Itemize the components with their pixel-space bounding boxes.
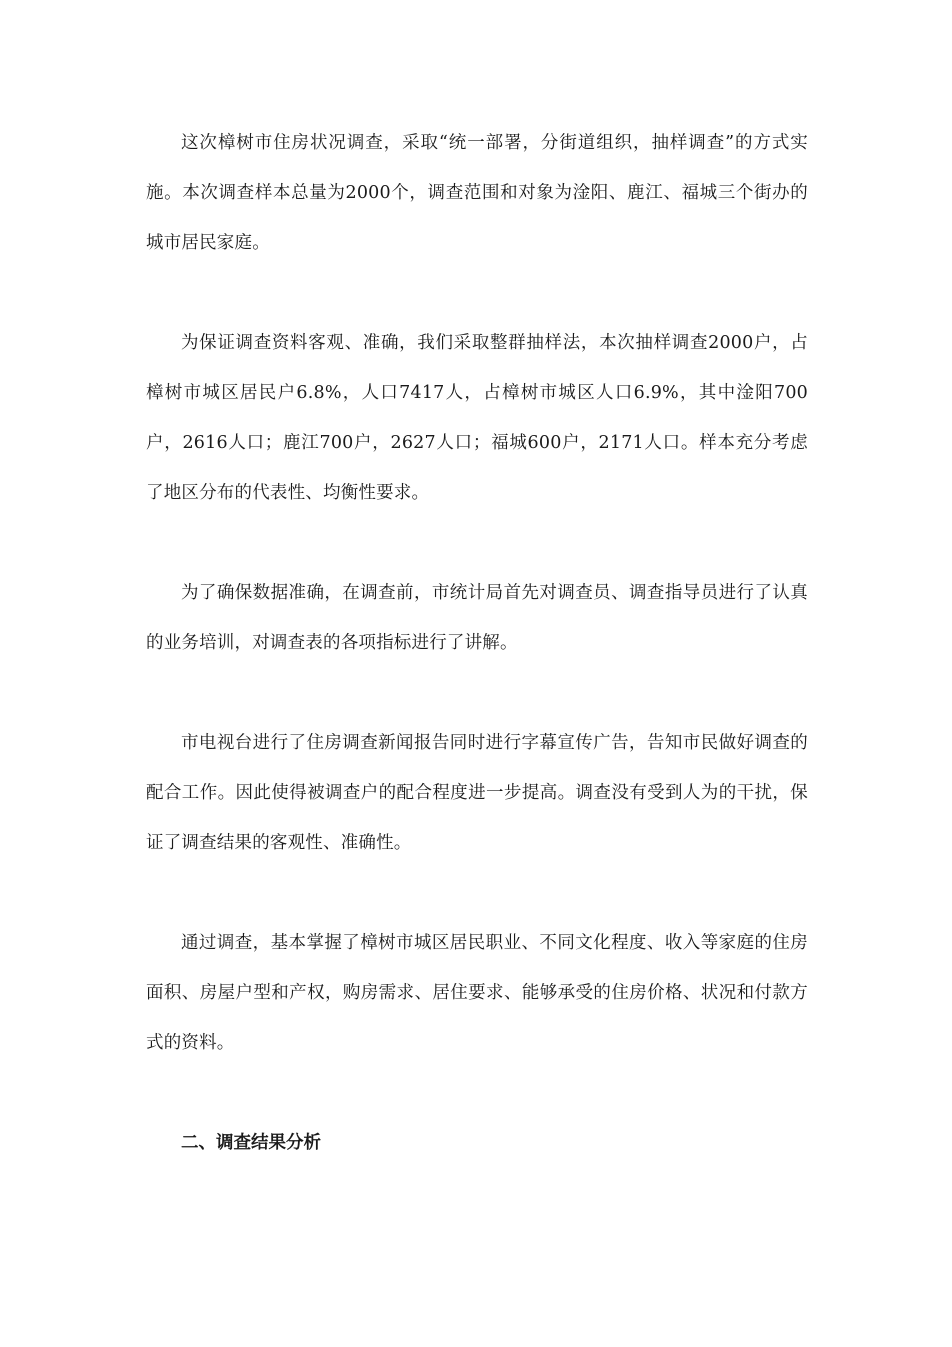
paragraph-gap xyxy=(146,268,808,318)
paragraph-gap xyxy=(146,1068,808,1118)
paragraph-survey-method: 这次樟树市住房状况调查，采取“统一部署，分街道组织，抽样调查”的方式实施。本次调查样本总量为2000个，调查范围和对象为淦阳、鹿江、福城三个街办的城市居民家庭。 xyxy=(146,133,808,253)
paragraph-publicity: 市电视台进行了住房调查新闻报告同时进行字幕宣传广告，告知市民做好调查的配合工作。因此使得被调查户的配合程度进一步提高。调查没有受到人为的干扰，保证了调查结果的客观性、准确性。 xyxy=(146,733,808,853)
document-page xyxy=(146,118,808,1168)
paragraph-gap xyxy=(146,668,808,718)
section-heading: 二、调查结果分析 xyxy=(181,1133,321,1153)
paragraph-findings: 通过调查，基本掌握了樟树市城区居民职业、不同文化程度、收入等家庭的住房面积、房屋户型和产权，购房需求、居住要求、能够承受的住房价格、状况和付款方式的资料。 xyxy=(146,933,808,1053)
paragraph-gap xyxy=(146,518,808,568)
paragraph-sampling: 为保证调查资料客观、准确，我们采取整群抽样法，本次抽样调查2000户，占樟树市城区居民户6.8%，人口7417人，占樟树市城区人口6.9%，其中淦阳700户，2616人口；鹿江700户，2627人口；福城600户，2171人口。样本充分考虑了地区分布的代表性、均衡性要求。 xyxy=(146,333,808,503)
paragraph-training: 为了确保数据准确，在调查前，市统计局首先对调查员、调查指导员进行了认真的业务培训，对调查表的各项指标进行了讲解。 xyxy=(146,583,808,653)
paragraph-gap xyxy=(146,868,808,918)
